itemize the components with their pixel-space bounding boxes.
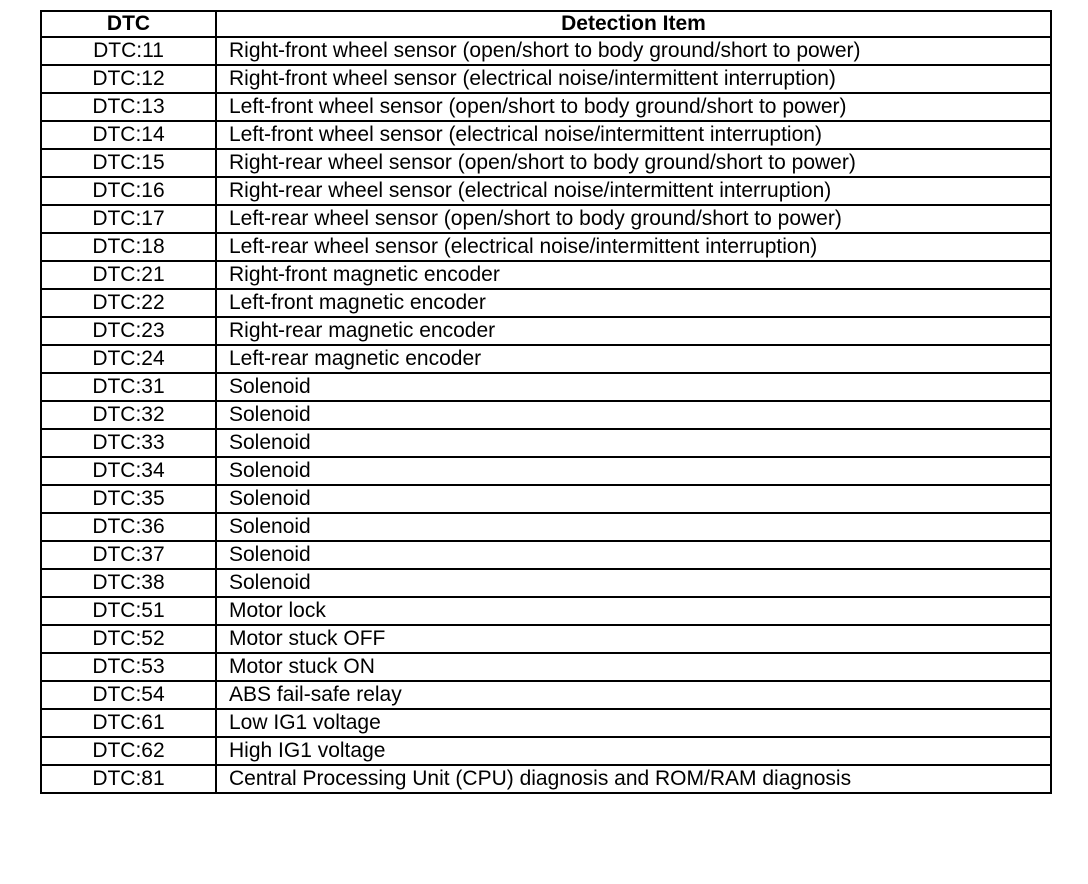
- detection-item: Right-front wheel sensor (electrical noise/intermittent interruption): [216, 65, 1051, 93]
- detection-item: Solenoid: [216, 457, 1051, 485]
- dtc-code: DTC:11: [41, 37, 216, 65]
- table-row: [41, 177, 1051, 205]
- dtc-code: DTC:34: [41, 457, 216, 485]
- dtc-code: DTC:35: [41, 485, 216, 513]
- detection-item: Solenoid: [216, 569, 1051, 597]
- table-row: [41, 289, 1051, 317]
- table-row: [41, 429, 1051, 457]
- table-row: [41, 233, 1051, 261]
- dtc-code: DTC:62: [41, 737, 216, 765]
- dtc-code: DTC:18: [41, 233, 216, 261]
- dtc-code: DTC:24: [41, 345, 216, 373]
- table-row: [41, 373, 1051, 401]
- table-row: [41, 261, 1051, 289]
- table-row: [41, 93, 1051, 121]
- detection-item: Right-rear magnetic encoder: [216, 317, 1051, 345]
- table-row: [41, 653, 1051, 681]
- dtc-code: DTC:21: [41, 261, 216, 289]
- detection-item: Solenoid: [216, 373, 1051, 401]
- detection-item: Solenoid: [216, 541, 1051, 569]
- detection-item: Solenoid: [216, 485, 1051, 513]
- detection-item: Left-rear wheel sensor (electrical noise/intermittent interruption): [216, 233, 1051, 261]
- dtc-code: DTC:33: [41, 429, 216, 457]
- dtc-code: DTC:38: [41, 569, 216, 597]
- table-row: [41, 765, 1051, 793]
- dtc-code: DTC:51: [41, 597, 216, 625]
- detection-item: Left-front wheel sensor (open/short to body ground/short to power): [216, 93, 1051, 121]
- dtc-code: DTC:54: [41, 681, 216, 709]
- table-row: [41, 121, 1051, 149]
- table-row: [41, 401, 1051, 429]
- detection-item: Solenoid: [216, 429, 1051, 457]
- dtc-code: DTC:22: [41, 289, 216, 317]
- detection-item: Solenoid: [216, 513, 1051, 541]
- table-row: [41, 65, 1051, 93]
- table-row: [41, 457, 1051, 485]
- detection-item: Left-front wheel sensor (electrical noise/intermittent interruption): [216, 121, 1051, 149]
- detection-item: ABS fail-safe relay: [216, 681, 1051, 709]
- dtc-code: DTC:52: [41, 625, 216, 653]
- dtc-code: DTC:37: [41, 541, 216, 569]
- detection-item: Motor lock: [216, 597, 1051, 625]
- table-header: [41, 11, 1051, 37]
- table-row: [41, 569, 1051, 597]
- table-row: [41, 681, 1051, 709]
- table-row: [41, 37, 1051, 65]
- table-row: [41, 709, 1051, 737]
- table-row: [41, 205, 1051, 233]
- table-row: [41, 513, 1051, 541]
- table-row: [41, 737, 1051, 765]
- dtc-code: DTC:32: [41, 401, 216, 429]
- dtc-code: DTC:14: [41, 121, 216, 149]
- table-row: [41, 345, 1051, 373]
- detection-item: Left-rear magnetic encoder: [216, 345, 1051, 373]
- table-row: [41, 149, 1051, 177]
- detection-item: Solenoid: [216, 401, 1051, 429]
- detection-item: Right-rear wheel sensor (open/short to body ground/short to power): [216, 149, 1051, 177]
- detection-item: Low IG1 voltage: [216, 709, 1051, 737]
- header-row: [41, 11, 1051, 37]
- header-dtc: DTC: [41, 11, 216, 37]
- table-row: [41, 597, 1051, 625]
- dtc-code: DTC:16: [41, 177, 216, 205]
- dtc-code: DTC:13: [41, 93, 216, 121]
- dtc-code: DTC:17: [41, 205, 216, 233]
- detection-item: Central Processing Unit (CPU) diagnosis and ROM/RAM diagnosis: [216, 765, 1051, 793]
- table-body: [41, 37, 1051, 793]
- table-row: [41, 541, 1051, 569]
- detection-item: Right-front magnetic encoder: [216, 261, 1051, 289]
- dtc-code: DTC:53: [41, 653, 216, 681]
- detection-item: Motor stuck OFF: [216, 625, 1051, 653]
- dtc-code: DTC:31: [41, 373, 216, 401]
- dtc-code: DTC:23: [41, 317, 216, 345]
- detection-item: Right-rear wheel sensor (electrical noise/intermittent interruption): [216, 177, 1051, 205]
- table-row: [41, 317, 1051, 345]
- detection-item: Motor stuck ON: [216, 653, 1051, 681]
- dtc-code: DTC:15: [41, 149, 216, 177]
- dtc-code: DTC:61: [41, 709, 216, 737]
- header-detection-item: Detection Item: [216, 11, 1051, 37]
- dtc-code: DTC:12: [41, 65, 216, 93]
- dtc-code: DTC:36: [41, 513, 216, 541]
- detection-item: Left-front magnetic encoder: [216, 289, 1051, 317]
- detection-item: Right-front wheel sensor (open/short to body ground/short to power): [216, 37, 1051, 65]
- table-row: [41, 485, 1051, 513]
- table-row: [41, 625, 1051, 653]
- detection-item: Left-rear wheel sensor (open/short to body ground/short to power): [216, 205, 1051, 233]
- detection-item: High IG1 voltage: [216, 737, 1051, 765]
- dtc-code: DTC:81: [41, 765, 216, 793]
- dtc-table: [40, 10, 1052, 794]
